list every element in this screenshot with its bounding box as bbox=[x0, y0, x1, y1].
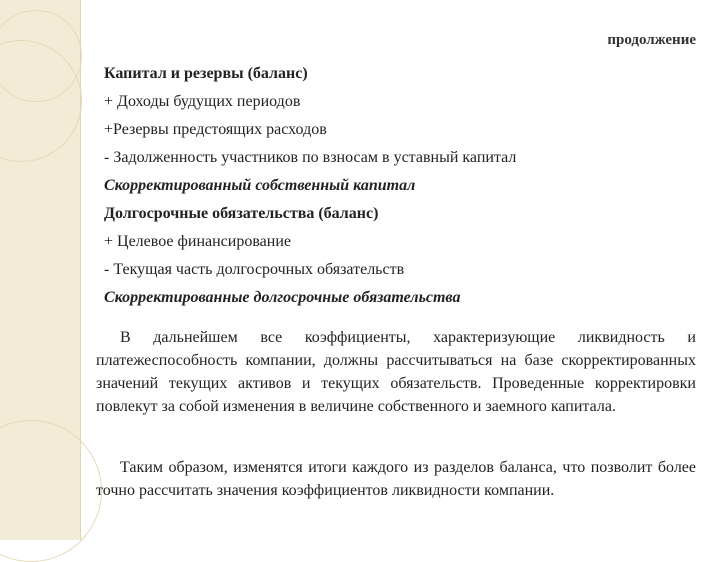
continuation-label: продолжение bbox=[607, 32, 696, 48]
list-item-adjusted-long-term: Скорректированные долгосрочные обязательства bbox=[104, 289, 461, 306]
list-item-adjusted-equity: Скорректированный собственный капитал bbox=[104, 177, 416, 194]
list-item-participant-debt: - Задолженность участников по взносам в уставный капитал bbox=[104, 149, 517, 166]
list-item-long-term-liabilities: Долгосрочные обязательства (баланс) bbox=[104, 205, 379, 222]
list-item-equity: Капитал и резервы (баланс) bbox=[104, 65, 308, 82]
paragraph-coefficients: В дальнейшем все коэффициенты, характеризующие ликвидность и платежеспособность компании, должны рассчитываться на базе скорректированных значений текущих активов и текущих обязательств. Проведенные корректировки повлекут за собой изменения в величине собственного и заемного капитала. bbox=[96, 329, 696, 415]
balance-items-list bbox=[104, 60, 704, 312]
list-item-deferred-income: + Доходы будущих периодов bbox=[104, 93, 301, 110]
list-item-reserves: +Резервы предстоящих расходов bbox=[104, 121, 327, 138]
list-item-current-portion: - Текущая часть долгосрочных обязательств bbox=[104, 261, 405, 278]
decorative-side-band bbox=[0, 0, 80, 540]
paragraph-conclusion: Таким образом, изменятся итоги каждого из разделов баланса, что позволит более точно рассчитать значения коэффициентов ликвидности компании. bbox=[96, 459, 696, 499]
side-divider bbox=[80, 0, 81, 540]
decorative-circle bbox=[0, 420, 102, 562]
list-item-target-financing: + Целевое финансирование bbox=[104, 233, 291, 250]
